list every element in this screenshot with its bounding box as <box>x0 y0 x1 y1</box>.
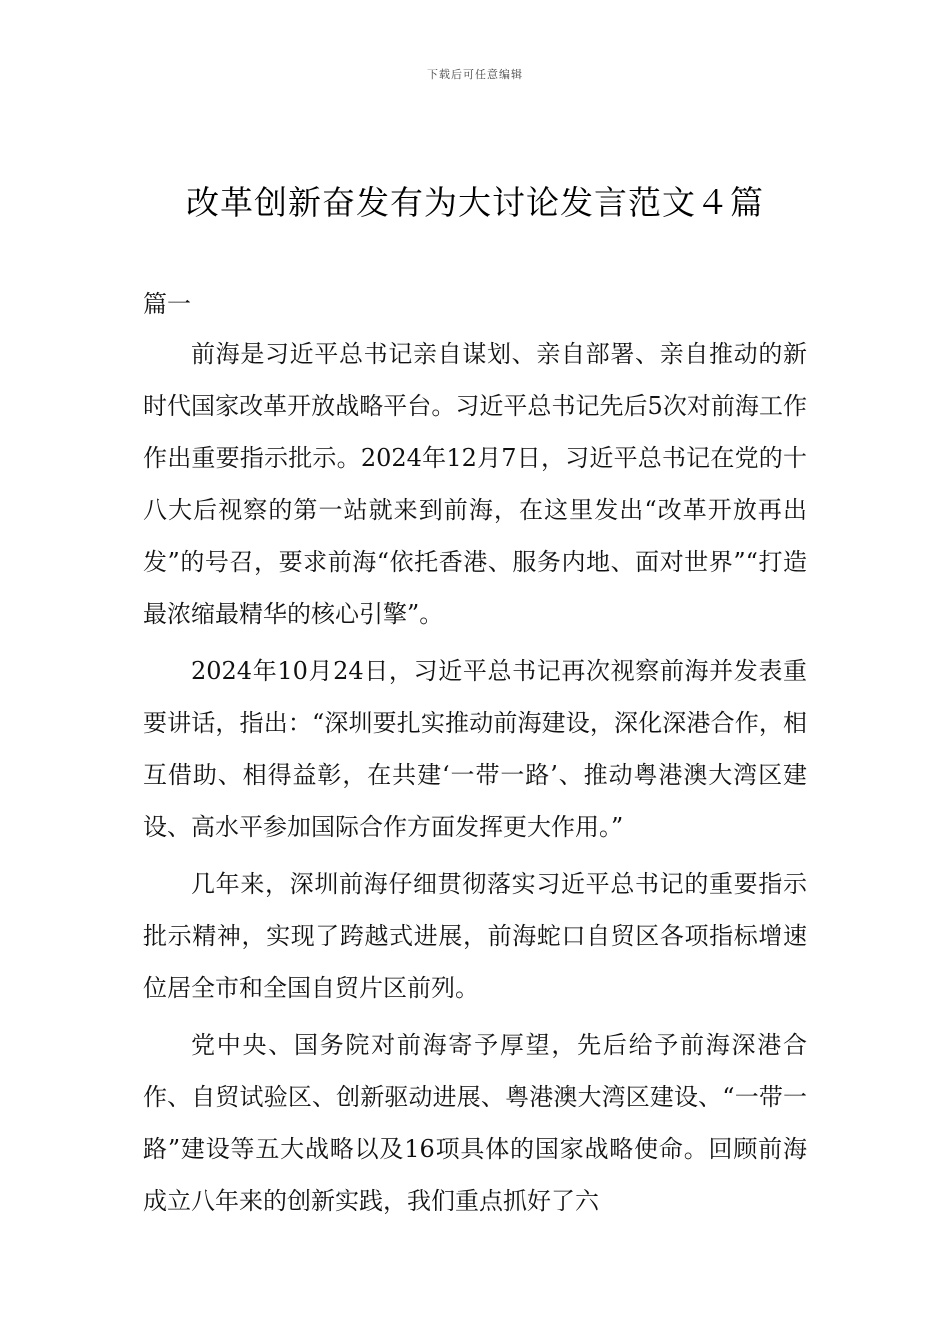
header-note: 下载后可任意编辑 <box>427 68 523 81</box>
paragraph-4: 党中央、国务院对前海寄予厚望，先后给予前海深港合作、自贸试验区、创新驱动进展、粤港澳大湾区建设、“一带一路”建设等五大战略以及16项具体的国家战略使命。回顾前海成立八年来的创新实践，我们重点抓好了六 <box>143 1031 807 1215</box>
section-label: 篇一 <box>143 290 191 318</box>
document-title: 改革创新奋发有为大讨论发言范文４篇 <box>186 183 764 222</box>
body-text <box>143 328 807 1232</box>
paragraph-1: 前海是习近平总书记亲自谋划、亲自部署、亲自推动的新时代国家改革开放战略平台。习近平总书记先后5次对前海工作作出重要指示批示。2024年12月7日，习近平总书记在党的十八大后视察的第一站就来到前海，在这里发出“改革开放再出发”的号召，要求前海“依托香港、服务内地、面对世界”“打造最浓缩最精华的核心引擎”。 <box>143 340 807 628</box>
paragraph-2: 2024年10月24日，习近平总书记再次视察前海并发表重要讲话，指出：“深圳要扎实推动前海建设，深化深港合作，相互借助、相得益彰，在共建‘一带一路’、推动粤港澳大湾区建设、高水平参加国际合作方面发挥更大作用。” <box>143 657 807 841</box>
paragraph-3: 几年来，深圳前海仔细贯彻落实习近平总书记的重要指示批示精神，实现了跨越式进展，前海蛇口自贸区各项指标增速位居全市和全国自贸片区前列。 <box>143 870 807 1002</box>
